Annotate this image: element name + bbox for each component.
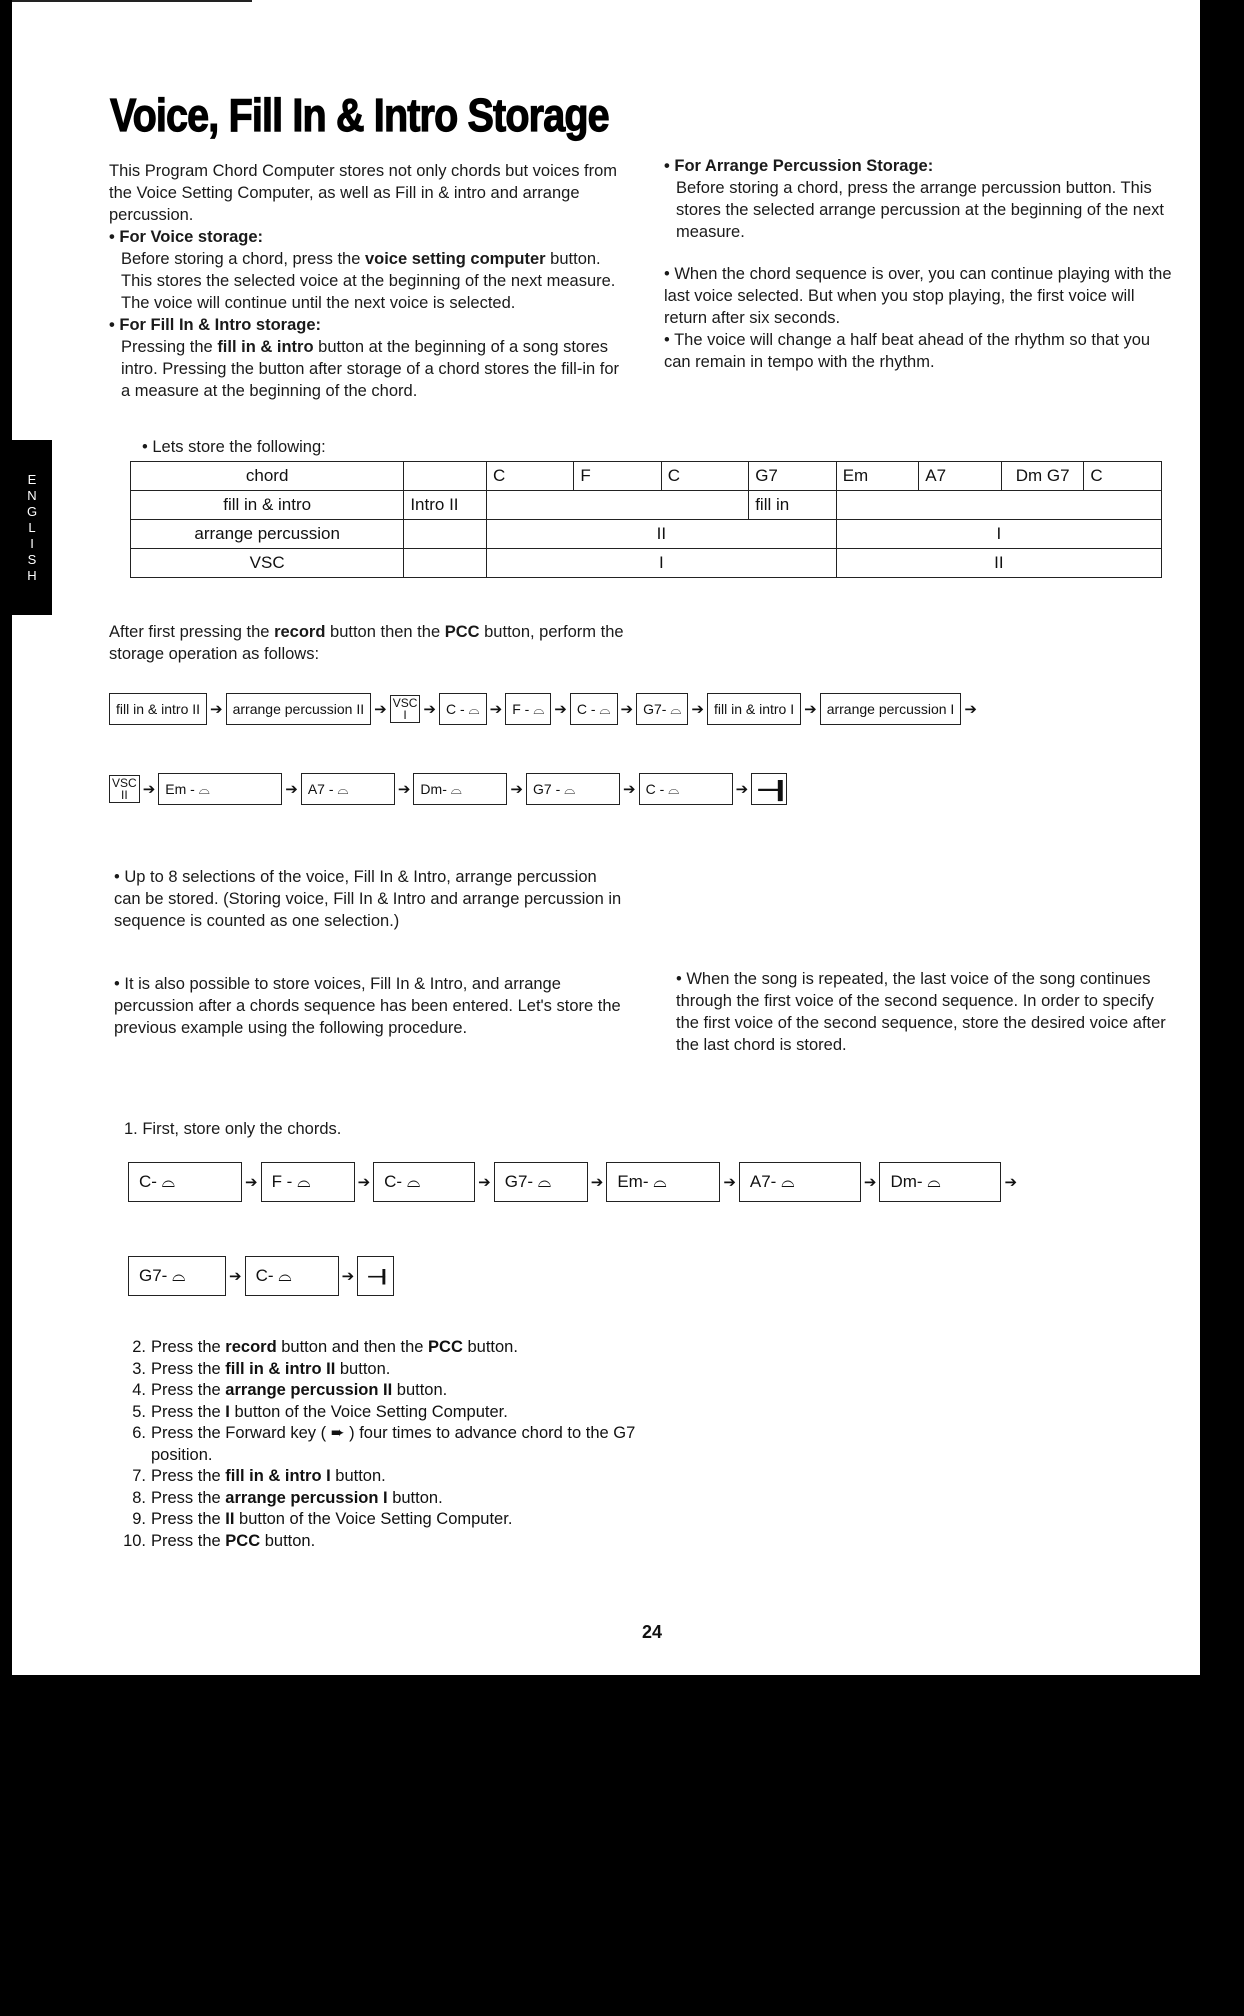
text-run-bold: PCC <box>225 1531 261 1550</box>
arrow-icon: ➔ <box>210 701 223 718</box>
binder-hole <box>1200 578 1234 612</box>
arrange-storage-heading: • For Arrange Percussion Storage: <box>664 157 934 175</box>
also-possible-note: • It is also possible to store voices, Fill In & Intro, and arrange percussion after a chords sequence has been entered. Let's store the previous example using the following procedure. <box>114 975 621 1037</box>
table-row <box>131 491 1162 520</box>
table-cell <box>836 491 1161 520</box>
repeat-note: • When the song is repeated, the last voice of the song continues through the first voice of the second sequence. In order to specify the first voice of the second sequence, store the desired voice after the last chord is stored. <box>676 970 1166 1054</box>
step-text <box>151 1466 651 1488</box>
table-cell <box>404 549 487 578</box>
arrow-icon: ➔ <box>1004 1174 1018 1191</box>
manual-page <box>12 0 1200 1675</box>
arrow-icon: ➔ <box>489 701 503 718</box>
text-run: button. <box>392 1381 448 1399</box>
table-cell: A7 <box>919 462 1002 491</box>
text-run: Press the <box>151 1381 226 1399</box>
arrow-icon: ➔ <box>341 1268 355 1285</box>
step-item <box>110 1402 651 1424</box>
arrow-icon: ➔ <box>723 1174 736 1191</box>
table-cell <box>486 491 748 520</box>
step-item <box>110 1531 651 1553</box>
voice-storage-text <box>109 248 629 314</box>
step-text <box>151 1337 651 1359</box>
text-run: button, perform the storage operation as follows: <box>109 623 624 663</box>
table-row <box>131 549 1162 578</box>
chord-flow-3 <box>128 1162 1020 1202</box>
chord-box: A7 - ⌓ <box>301 773 395 805</box>
step-text <box>151 1402 651 1424</box>
arrow-icon: ➔ <box>142 781 156 798</box>
step-1: 1. First, store only the chords. <box>124 1120 342 1138</box>
table-cell: II <box>836 549 1161 578</box>
step-list <box>110 1337 651 1552</box>
chord-box: C- ⌓ <box>373 1162 475 1202</box>
table-cell: arrange percussion <box>131 520 404 549</box>
text-run-bold: fill in & intro <box>217 338 314 356</box>
chord-box: F - ⌓ <box>261 1162 355 1202</box>
chord-box: C- ⌓ <box>128 1162 242 1202</box>
step-number: 6. <box>132 1424 146 1442</box>
chord-over-note: • When the chord sequence is over, you can continue playing with the last voice selected. But when you stop playing, the first voice will return after six seconds. <box>664 265 1172 327</box>
vsc-label: VSC <box>112 776 137 790</box>
step-item <box>110 1423 651 1466</box>
arrow-icon: ➔ <box>863 1174 877 1191</box>
page-number: 24 <box>642 1622 663 1642</box>
step-item <box>110 1488 651 1510</box>
table-cell: Em <box>836 462 919 491</box>
text-run: Press the <box>151 1510 226 1528</box>
end-mark: —|| <box>751 773 787 805</box>
table-cell: II <box>486 520 836 549</box>
arrange-storage-text: Before storing a chord, press the arrange percussion button. This stores the selected arrange percussion at the beginning of the next measure. <box>676 179 1164 241</box>
step-item <box>110 1509 651 1531</box>
table-cell: fill in & intro <box>131 491 404 520</box>
chord-box: G7- ⌓ <box>128 1256 226 1296</box>
text-run: Press the <box>151 1467 226 1485</box>
table-cell: F <box>574 462 661 491</box>
language-tab <box>12 440 52 615</box>
text-run: button. <box>260 1531 316 1550</box>
text-run-bold: PCC <box>428 1338 463 1356</box>
text-run: Press the <box>151 1338 226 1356</box>
flow-box: arrange percussion I <box>820 693 962 725</box>
arrow-icon: ➔ <box>735 781 749 798</box>
table-cell: C <box>1084 462 1162 491</box>
arrow-icon: ➔ <box>397 781 411 798</box>
chord-box: G7- ⌓ <box>494 1162 588 1202</box>
text-run-bold: II <box>225 1510 235 1528</box>
arrow-icon: ➔ <box>964 701 977 718</box>
table-cell: chord <box>131 462 404 491</box>
text-run: button. <box>462 1338 518 1356</box>
arrow-icon: ➔ <box>691 701 704 718</box>
table-cell <box>404 462 487 491</box>
step-item <box>110 1380 651 1402</box>
table-cell: I <box>836 520 1161 549</box>
storage-table <box>130 461 1162 578</box>
table-cell: fill in <box>749 491 837 520</box>
chord-box: Em - ⌓ <box>158 773 282 805</box>
chord-box: G7- ⌓ <box>636 693 688 725</box>
table-cell: Intro II <box>404 491 487 520</box>
intro-column <box>109 160 629 402</box>
text-run-bold: fill in & intro II <box>225 1359 336 1378</box>
text-run: After first pressing the <box>109 623 275 641</box>
step-item <box>110 1359 651 1381</box>
vsc-box <box>390 695 421 723</box>
arrow-icon: ➔ <box>245 1174 258 1191</box>
text-run: Press the <box>151 1359 226 1378</box>
step-number: 2. <box>132 1338 146 1356</box>
chord-box: C- ⌓ <box>245 1256 339 1296</box>
up-to-note: • Up to 8 selections of the voice, Fill In & Intro, arrange percussion can be stored. (Storing voice, Fill In & Intro and arrange percussion in sequence is counted as one selection.) <box>114 868 622 930</box>
text-run: button at the beginning of a song stores intro. Pressing the button after storage of a chord stores the fill-in for a measure at the beginning of the chord. <box>121 338 620 400</box>
text-run: Before storing a chord, press the <box>121 250 365 268</box>
table-cell: Dm G7 <box>1001 462 1084 491</box>
step-text <box>151 1488 651 1510</box>
table-cell: I <box>486 549 836 578</box>
step-text <box>151 1380 651 1402</box>
step-number: 7. <box>132 1467 146 1485</box>
table-cell: C <box>661 462 748 491</box>
vsc-number: I <box>403 708 407 722</box>
flow-box: fill in & intro II <box>109 693 207 725</box>
arrow-icon: ➔ <box>374 701 387 718</box>
storage-flow-1 <box>109 693 980 725</box>
table-row <box>131 462 1162 491</box>
text-run: Press the <box>151 1402 226 1421</box>
text-run: button. <box>387 1488 443 1507</box>
text-run-bold: PCC <box>444 623 480 641</box>
voice-storage-heading: • For Voice storage: <box>109 228 264 246</box>
chord-box: G7 - ⌓ <box>526 773 620 805</box>
chord-box: Dm- ⌓ <box>879 1162 1001 1202</box>
chord-box: C - ⌓ <box>439 693 487 725</box>
step-number: 8. <box>132 1488 146 1507</box>
text-run: Pressing the <box>121 338 218 356</box>
binder-hole <box>1200 1033 1234 1067</box>
chord-box: C - ⌓ <box>639 773 733 805</box>
step-text <box>151 1531 651 1553</box>
table-cell: VSC <box>131 549 404 578</box>
table-cell: G7 <box>749 462 837 491</box>
table-cell: C <box>486 462 573 491</box>
text-run: button. <box>335 1359 391 1378</box>
step-item <box>110 1337 651 1359</box>
arrow-icon: ➔ <box>423 701 436 718</box>
step-item <box>110 1466 651 1488</box>
chord-box: Dm- ⌓ <box>413 773 507 805</box>
step-text <box>151 1509 651 1531</box>
arrow-icon: ➔ <box>285 781 298 798</box>
chord-box: A7- ⌓ <box>739 1162 861 1202</box>
step-number: 3. <box>132 1359 146 1378</box>
arrow-icon: ➔ <box>620 701 634 718</box>
text-run: button then the <box>325 623 445 641</box>
storage-flow-2 <box>109 773 787 805</box>
text-run-bold: record <box>225 1338 277 1356</box>
vsc-number: II <box>121 788 128 802</box>
text-run-bold: arrange percussion I <box>225 1488 388 1507</box>
step-number: 9. <box>132 1510 146 1528</box>
intro-paragraph: This Program Chord Computer stores not only chords but voices from the Voice Setting Computer, as well as Fill in & intro and arrange percussion. <box>109 162 618 224</box>
arrow-icon: ➔ <box>357 1174 371 1191</box>
text-run: Press the <box>151 1488 226 1507</box>
text-run: button. <box>330 1467 386 1485</box>
fill-storage-text <box>109 336 629 402</box>
fill-storage-heading: • For Fill In & Intro storage: <box>109 316 322 334</box>
page-title: Voice, Fill In & Intro Storage <box>110 89 609 141</box>
arrow-icon: ➔ <box>623 781 636 798</box>
half-beat-note: • The voice will change a half beat ahead of the rhythm so that you can remain in tempo with the rhythm. <box>664 331 1151 371</box>
end-mark: —|| <box>357 1256 394 1296</box>
chord-box: F - ⌓ <box>505 693 551 725</box>
text-run-bold: arrange percussion II <box>225 1381 393 1399</box>
arrow-icon: ➔ <box>510 781 523 798</box>
flow-box: fill in & intro I <box>707 693 801 725</box>
step-number: 4. <box>132 1381 146 1399</box>
table-cell <box>404 520 487 549</box>
chord-flow-4 <box>128 1256 394 1296</box>
step-text <box>151 1423 651 1466</box>
text-run-bold: fill in & intro I <box>225 1467 331 1485</box>
vsc-label: VSC <box>392 696 418 710</box>
text-run: button. This stores the selected voice at the beginning of the next measure. The voice will continue until the next voice is selected. <box>121 250 616 312</box>
text-run: Press the Forward key ( ➨ ) four times to advance chord to the G7 position. <box>151 1424 636 1464</box>
text-run-bold: voice setting computer <box>364 250 546 268</box>
arrow-icon: ➔ <box>229 1268 242 1285</box>
arrow-icon: ➔ <box>590 1174 604 1191</box>
step-number: 10. <box>123 1531 146 1550</box>
arrow-icon: ➔ <box>804 701 817 718</box>
language-tab-label: ENGLISH <box>24 471 40 584</box>
step-number: 5. <box>132 1402 146 1421</box>
text-run-bold: I <box>225 1402 230 1421</box>
text-run: button and then the <box>276 1338 429 1356</box>
after-pressing-text <box>109 621 669 665</box>
arrow-icon: ➔ <box>478 1174 491 1191</box>
text-run: Press the <box>151 1531 226 1550</box>
text-run: button of the Voice Setting Computer. <box>234 1510 513 1528</box>
chord-box: Em- ⌓ <box>606 1162 720 1202</box>
text-run-bold: record <box>274 623 326 641</box>
step-text <box>151 1359 651 1381</box>
top-rule <box>12 0 252 2</box>
lets-store-label: • Lets store the following: <box>142 438 326 456</box>
arrow-icon: ➔ <box>554 701 567 718</box>
chord-box: C - ⌓ <box>570 693 618 725</box>
flow-box: arrange percussion II <box>226 693 372 725</box>
vsc-box <box>109 775 140 803</box>
right-column <box>664 155 1174 373</box>
table-row <box>131 520 1162 549</box>
text-run: button of the Voice Setting Computer. <box>229 1402 508 1421</box>
